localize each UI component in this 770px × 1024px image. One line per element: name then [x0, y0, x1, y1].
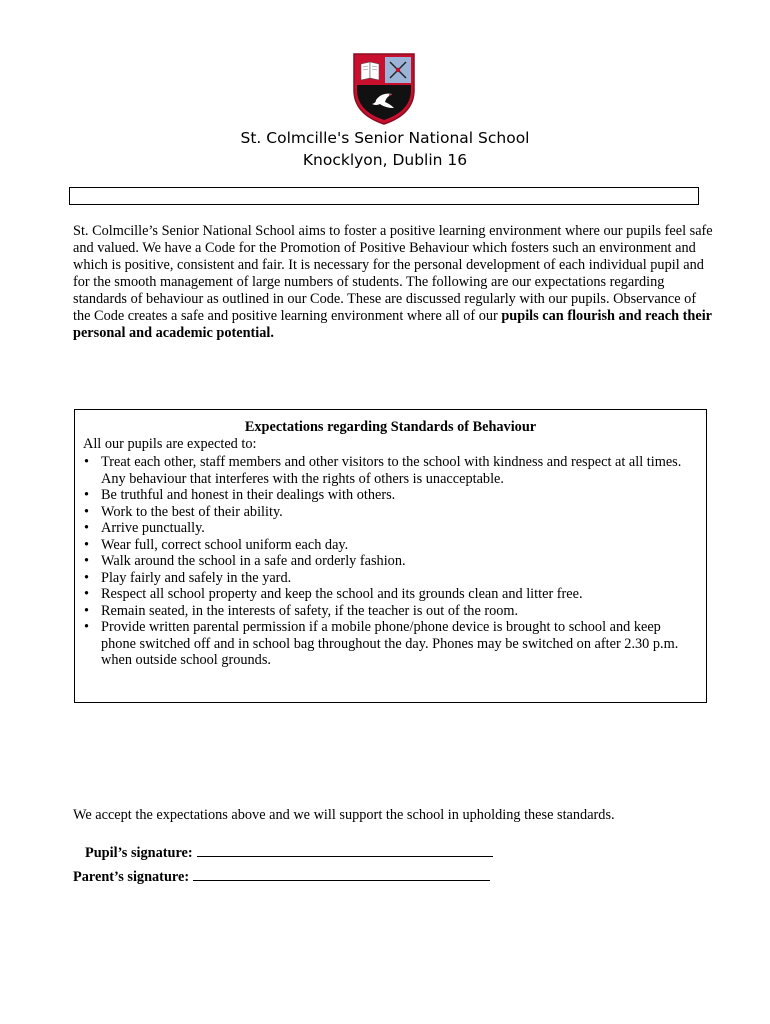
list-item: [83, 504, 698, 521]
pupil-signature-row: [85, 843, 493, 862]
expectations-box: [74, 409, 707, 703]
list-item-text: Treat each other, staff members and other visitors to the school with kindness and respect at all times. Any behaviour that interferes with the rights of others is unacceptable.: [101, 454, 682, 487]
bullet: •: [84, 586, 90, 602]
list-item: [83, 537, 698, 554]
pupil-signature-label: Pupil’s signature:: [85, 845, 193, 861]
school-crest-logo: [352, 52, 416, 126]
expectations-lead: All our pupils are expected to:: [83, 436, 257, 452]
list-item-text: Work to the best of their ability.: [101, 503, 283, 520]
blank-title-box: [69, 187, 699, 205]
bullet: •: [84, 487, 90, 503]
bullet: •: [84, 602, 90, 619]
parent-signature-label: Parent’s signature:: [73, 869, 190, 885]
bullet: •: [84, 553, 90, 569]
bullet: •: [84, 520, 90, 536]
list-item: [83, 570, 698, 587]
list-item: [83, 553, 698, 570]
list-item: [83, 454, 698, 487]
parent-signature-line[interactable]: [193, 867, 490, 881]
bullet: •: [84, 454, 90, 470]
bullet: •: [84, 536, 90, 553]
list-item-text: Provide written parental permission if a mobile phone/phone device is brought to school and keep phone switched off and in school bag throughout the day. Phones may be switched on after 2.30 p.m. when outside school grounds.: [101, 619, 679, 668]
pupil-signature-line[interactable]: [197, 843, 493, 857]
acceptance-statement: We accept the expectations above and we will support the school in upholding these standards.: [73, 807, 615, 823]
list-item: [83, 603, 698, 620]
list-item-text: Play fairly and safely in the yard.: [101, 569, 292, 586]
expectations-title: Expectations regarding Standards of Behaviour: [244, 419, 537, 435]
list-item-text: Walk around the school in a safe and orderly fashion.: [101, 553, 406, 569]
list-item-text: Respect all school property and keep the school and its grounds clean and litter free.: [101, 586, 583, 602]
school-name: St. Colmcille's Senior National School: [240, 129, 530, 147]
list-item-text: Be truthful and honest in their dealings with others.: [101, 487, 396, 503]
bullet: •: [84, 569, 90, 586]
list-item: [83, 487, 698, 504]
list-item-text: Arrive punctually.: [101, 520, 205, 536]
parent-signature-row: [73, 867, 490, 886]
intro-paragraph: [73, 223, 713, 342]
list-item: [83, 619, 698, 669]
bullet: •: [84, 503, 90, 520]
list-item-text: Remain seated, in the interests of safety, if the teacher is out of the room.: [101, 602, 519, 619]
school-address: Knocklyon, Dublin 16: [302, 151, 468, 169]
expectations-list: [83, 454, 698, 669]
list-item: [83, 520, 698, 537]
intro-text: St. Colmcille’s Senior National School aims to foster a positive learning environment where our pupils feel safe and valued. We have a Code for the Promotion of Positive Behaviour which fosters such an environment and which is positive, consistent and fair. It is necessary for the personal development of each individual pupil and for the smooth management of large numbers of students. The following are our expectations regarding standards of behaviour as outlined in our Code. These are discussed regularly with our pupils. Observance of the Code creates a safe and positive learning environment where all of our: [73, 223, 713, 324]
list-item-text: Wear full, correct school uniform each day.: [101, 536, 349, 553]
intro-emphasis: pupils can flourish and reach their personal and academic potential.: [73, 308, 712, 341]
list-item: [83, 586, 698, 603]
bullet: •: [84, 619, 90, 635]
